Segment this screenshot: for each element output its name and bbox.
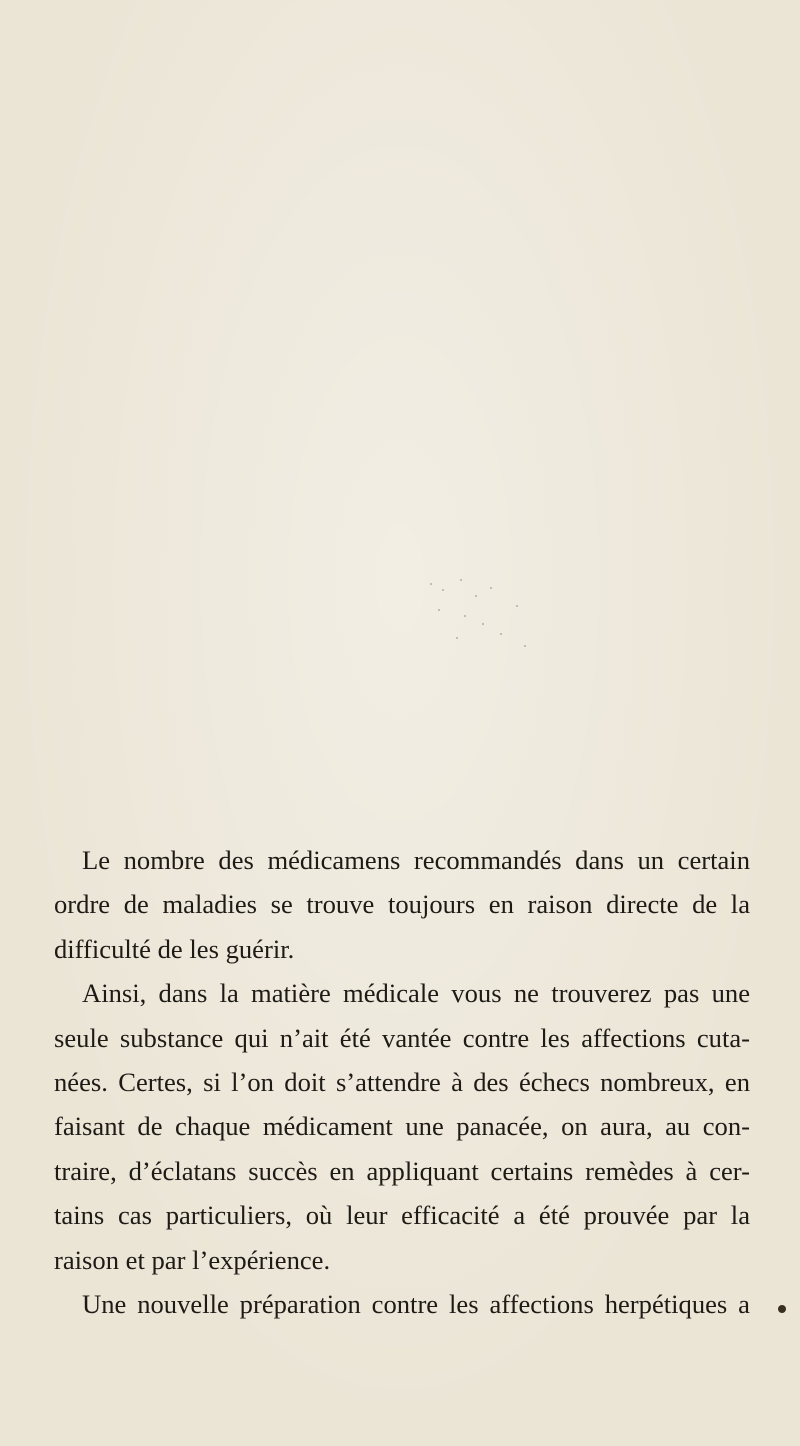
text-line: difficulté de les guérir. (54, 933, 295, 964)
text-line: raison et par l’expérience. (54, 1244, 331, 1275)
show-through-bleed (30, 150, 770, 800)
text-line: seule substance qui n’ait été vantée contre les affections cuta- (54, 1022, 750, 1053)
text-line: nées. Certes, si l’on doit s’attendre à des échecs nombreux, en (54, 1067, 750, 1098)
text-line: traire, d’éclatans succès en appliquant certains remèdes à cer- (54, 1155, 750, 1186)
ink-stain (778, 1305, 786, 1313)
paper-specks (420, 575, 540, 665)
text-line: faisant de chaque médicament une panacée, on aura, au con- (54, 1111, 750, 1142)
text-line: tains cas particuliers, où leur efficacité a été prouvée par la (54, 1200, 750, 1231)
text-line: ordre de maladies se trouve toujours en raison directe de la (54, 889, 750, 920)
body-text (54, 838, 750, 1326)
text-line: Une nouvelle préparation contre les affections herpétiques a (82, 1289, 750, 1320)
text-line: Le nombre des médicamens recommandés dans un certain (82, 845, 750, 875)
text-line: Ainsi, dans la matière médicale vous ne trouverez pas une (82, 978, 750, 1009)
